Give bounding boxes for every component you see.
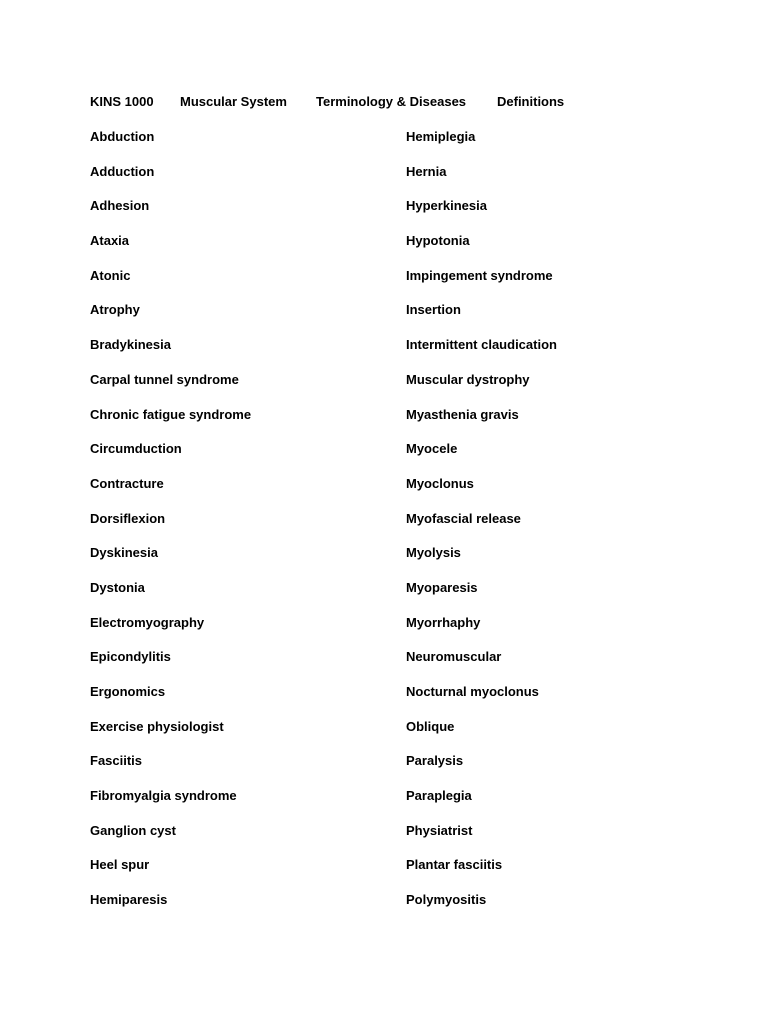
term-item: Dorsiflexion [90,510,166,526]
term-item: Hypotonia [406,233,470,249]
term-item: Insertion [406,302,461,318]
term-item: Intermittent claudication [406,337,557,353]
term-item: Ataxia [90,233,130,249]
term-item: Hemiparesis [90,892,168,908]
term-item: Ganglion cyst [90,822,176,838]
term-item: Oblique [406,718,455,734]
term-item: Atonic [90,267,131,283]
term-item: Muscular dystrophy [406,371,530,387]
term-item: Myasthenia gravis [406,406,519,422]
term-item: Epicondylitis [90,649,171,665]
term-item: Heel spur [90,857,150,873]
term-item: Myoclonus [406,475,474,491]
topic-title: Terminology & Diseases [316,94,467,109]
term-item: Myolysis [406,545,461,561]
term-item: Hernia [406,163,447,179]
system-title: Muscular System [180,94,287,109]
term-item: Impingement syndrome [406,267,553,283]
term-item: Myorrhaphy [406,614,481,630]
term-item: Fasciitis [90,753,143,769]
term-list-left [90,128,251,926]
term-item: Paralysis [406,753,464,769]
term-item: Circumduction [90,441,182,457]
term-item: Plantar fasciitis [406,857,503,873]
term-item: Electromyography [90,614,205,630]
term-item: Physiatrist [406,822,473,838]
term-item: Fibromyalgia syndrome [90,788,237,804]
term-item: Myofascial release [406,510,521,526]
term-item: Myocele [406,441,458,457]
term-item: Hyperkinesia [406,198,487,214]
term-item: Dyskinesia [90,545,158,561]
term-item: Adduction [90,163,155,179]
term-item: Contracture [90,475,164,491]
term-item: Atrophy [90,302,140,318]
term-item: Dystonia [90,579,145,595]
term-item: Myoparesis [406,579,478,595]
term-item: Polymyositis [406,892,487,908]
term-item: Chronic fatigue syndrome [90,406,252,422]
term-item: Bradykinesia [90,337,171,353]
term-item: Paraplegia [406,788,472,804]
section-title: Definitions [497,94,565,109]
term-list-right [406,128,557,926]
term-item: Adhesion [90,198,150,214]
term-item: Abduction [90,129,155,144]
term-item: Exercise physiologist [90,718,224,734]
term-item: Hemiplegia [406,129,476,144]
term-item: Neuromuscular [406,649,502,665]
course-code: KINS 1000 [90,94,154,109]
term-item: Nocturnal myoclonus [406,684,539,699]
term-item: Carpal tunnel syndrome [90,371,239,387]
term-item: Ergonomics [90,684,166,699]
